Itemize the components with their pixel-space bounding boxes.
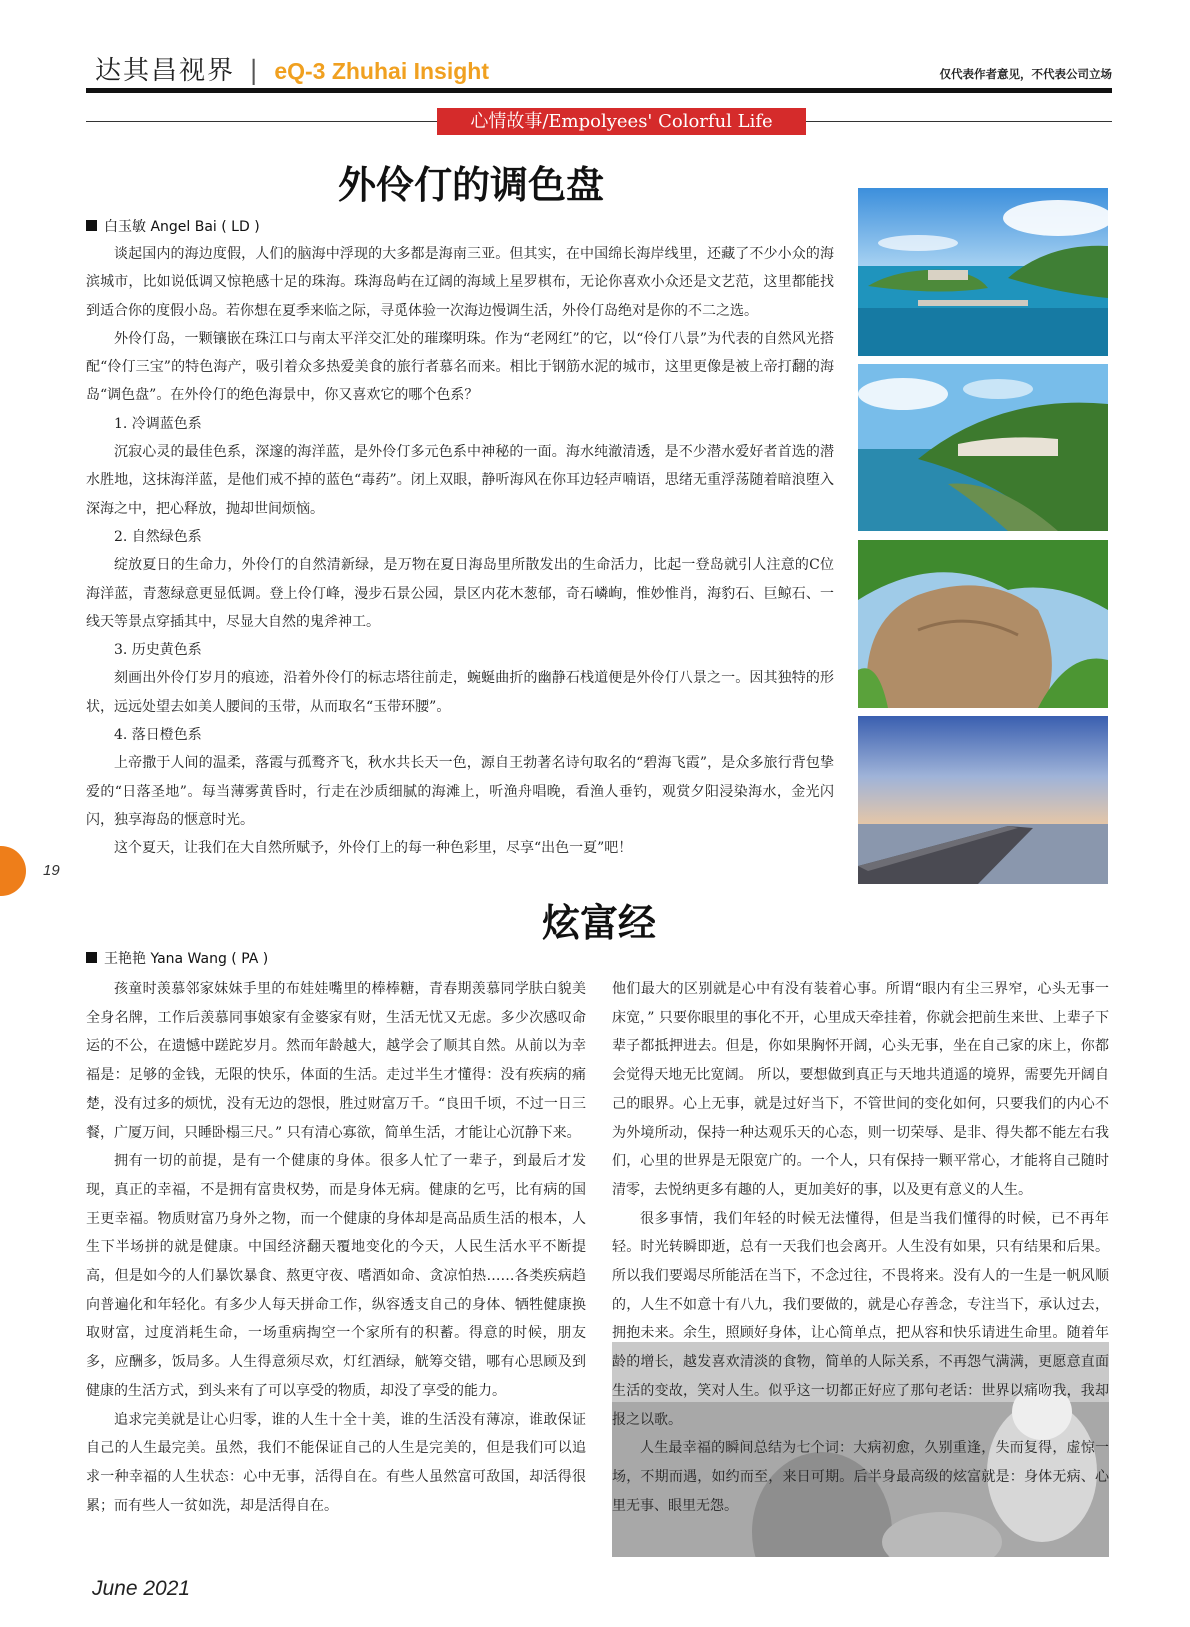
paragraph: 外伶仃岛，一颗镶嵌在珠江口与南太平洋交汇处的璀璨明珠。作为“老网红”的它，以“伶仃八景”为代表的自然风光搭配“伶仃三宝”的特色海产，吸引着众多热爱美食的旅行者慕名而来。相比于钢筋水泥的城市，这里更像是被上帝打翻的海岛“调色盘”。在外伶仃的绝色海景中，你又喜欢它的哪个色系？ — [86, 330, 834, 404]
paragraph: 谈起国内的海边度假，人们的脑海中浮现的大多都是海南三亚。但其实，在中国绵长海岸线里，还藏了不少小众的海滨城市，比如说低调又惊艳感十足的珠海。珠海岛屿在辽阔的海域上星罗棋布，无论你喜欢小众还是文艺范，这里都能找到适合你的度假小岛。若你想在夏季来临之际，寻觅体验一次海边慢调生活，外伶仃岛绝对是你的不二之选。 — [86, 246, 834, 319]
article1-author: 白玉敏 Angel Bai ( LD ) — [104, 219, 260, 235]
article1-body — [86, 240, 834, 863]
photo-green-coast — [858, 364, 1108, 531]
article2-column-right — [612, 975, 1109, 1520]
article2-byline — [86, 948, 268, 968]
section-heading-orange: 4. 落日橙色系 — [114, 727, 202, 744]
paragraph: 绽放夏日的生命力，外伶仃的自然清新绿，是万物在夏日海岛里所散发出的生命活力，比起一登岛就引人注意的C位海洋蓝，青葱绿意更显低调。登上伶仃峰，漫步石景公园，景区内花木葱郁，奇石嶙峋，惟妙惟肖，海豹石、巨鲸石、一线天等景点穿插其中，尽显大自然的鬼斧神工。 — [86, 557, 834, 630]
paragraph: 孩童时羡慕邻家妹妹手里的布娃娃嘴里的棒棒糖，青春期羡慕同学肤白貌美全身名牌，工作后羡慕同事娘家有金婆家有财，生活无忧又无虑。多少次感叹命运的不公，在遗憾中蹉跎岁月。然而年龄越大，越学会了顺其自然。从前以为幸福是：足够的金钱，无限的快乐，体面的生活。走过半生才懂得：没有疾病的痛楚，没有过多的烦忧，没有无边的怨恨，胜过财富万千。“良田千顷，不过一日三餐，广厦万间，只睡卧榻三尺。” 只有清心寡欲，简单生活，才能让心沉静下来。 — [86, 981, 586, 1141]
square-bullet-icon — [86, 952, 97, 963]
paragraph: 他们最大的区别就是心中有没有装着心事。所谓“眼内有尘三界窄，心头无事一床宽，” 只要你眼里的事化不开，心里成天牵挂着，你就会把前生来世、上辈子下辈子都抵押进去。但是，你如果胸怀开阔，心头无事，坐在自己家的床上，你都会觉得天地无比宽阔。 所以，要想做到真正与天地共逍遥的境界，需要先开阔自己的眼界。心上无事，就是过好当下，不管世间的变化如何，只要我们的内心不为外境所动，保持一种达观乐天的心态，则一切荣辱、是非、得失都不能左右我们，心里的世界是无限宽广的。一个人，只有保持一颗平常心，才能将自己随时清零，去悦纳更多有趣的人，更加美好的事，以及更有意义的人生。 — [612, 981, 1109, 1198]
section-heading-blue: 1. 冷调蓝色系 — [114, 415, 202, 432]
photo-sunset-pier — [858, 716, 1108, 884]
paragraph: 拥有一切的前提，是有一个健康的身体。很多人忙了一辈子，到最后才发现，真正的幸福，不是拥有富贵权势，而是身体无病。健康的乞丐，比有病的国王更幸福。物质财富乃身外之物，而一个健康的身体却是高品质生活的根本，人生下半场拼的就是健康。中国经济翻天覆地变化的今天，人民生活水平不断提高，但是如今的人们暴饮暴食、熬更守夜、嗜酒如命、贪凉怕热……各类疾病趋向普遍化和年轻化。有多少人每天拼命工作，纵容透支自己的身体、牺牲健康换取财富，过度消耗生命，一场重病掏空一个家所有的积蓄。得意的时候，朋友多，应酬多，饭局多。人生得意须尽欢，灯红酒绿，觥筹交错，哪有心思顾及到健康的生活方式，到头来有了可以享受的物质，却没了享受的能力。 — [86, 1153, 586, 1399]
footer-date: June 2021 — [92, 1577, 191, 1600]
section-heading-yellow: 3. 历史黄色系 — [114, 642, 202, 659]
article2-title: 炫富经 — [541, 900, 656, 945]
paragraph: 很多事情，我们年轻的时候无法懂得，但是当我们懂得的时候，已不再年轻。时光转瞬即逝，总有一天我们也会离开。人生没有如果，只有结果和后果。所以我们要竭尽所能活在当下，不念过往，不畏将来。没有人的一生是一帆风顺的，人生不如意十有八九，我们要做的，就是心存善念，专注当下，承认过去，拥抱未来。余生，照顾好身体，让心简单点，把从容和快乐请进生命里。随着年龄的增长，越发喜欢清淡的食物，简单的人际关系，不再怨气满满，更愿意直面生活的变故，笑对人生。似乎这一切都正好应了那句老话：世界以痛吻我，我却报之以歌。 — [612, 1210, 1109, 1428]
page-number: 19 — [43, 862, 60, 879]
brand-cn: 达其昌视界 — [95, 56, 236, 86]
paragraph: 上帝撒于人间的温柔，落霞与孤鹜齐飞，秋水共长天一色，源自王勃著名诗句取名的“碧海飞霞”，是众多旅行背包挚爱的“日落圣地”。每当薄雾黄昏时，行走在沙质细腻的海滩上，听渔舟唱晚，看渔人垂钓，观赏夕阳浸染海水，金光闪闪，独享海岛的惬意时光。 — [86, 755, 834, 828]
paragraph: 刻画出外伶仃岁月的痕迹，沿着外伶仃的标志塔往前走，蜿蜒曲折的幽静石栈道便是外伶仃八景之一。因其独特的形状，远远处望去如美人腰间的玉带，从而取名“玉带环腰”。 — [86, 670, 834, 715]
header-rule — [86, 88, 1112, 93]
brand-separator: | — [249, 56, 261, 86]
brand-en: eQ-3 Zhuhai Insight — [274, 58, 489, 84]
article2-column-left — [86, 975, 586, 1520]
page-tab-marker — [0, 846, 26, 896]
paragraph: 追求完美就是让心归零，谁的人生十全十美，谁的生活没有薄凉，谁敢保证自己的人生最完美。虽然，我们不能保证自己的人生是完美的，但是我们可以追求一种幸福的人生状态：心中无事，活得自在。有些人虽然富可敌国，却活得很累；而有些人一贫如洗，却是活得自在。 — [86, 1411, 586, 1514]
photo-island-harbor — [858, 188, 1108, 356]
square-bullet-icon — [86, 220, 97, 231]
section-heading-green: 2. 自然绿色系 — [114, 528, 202, 545]
disclaimer: 仅代表作者意见，不代表公司立场 — [939, 67, 1112, 81]
article1-title: 外伶仃的调色盘 — [337, 162, 604, 207]
brand-logo — [95, 50, 489, 87]
paragraph: 这个夏天，让我们在大自然所赋予，外伶仃上的每一种色彩里，尽享“出色一夏”吧！ — [114, 840, 633, 857]
section-tag: 心情故事/Empolyees' Colorful Life — [437, 108, 806, 135]
paragraph: 人生最幸福的瞬间总结为七个词：大病初愈，久别重逢，失而复得，虚惊一场，不期而遇，如约而至，来日可期。后半身最高级的炫富就是：身体无病、心里无事、眼里无怨。 — [612, 1440, 1109, 1514]
paragraph: 沉寂心灵的最佳色系，深邃的海洋蓝，是外伶仃多元色系中神秘的一面。海水纯澈清透，是不少潜水爱好者首选的潜水胜地，这抹海洋蓝，是他们戒不掉的蓝色“毒药”。闭上双眼，静听海风在你耳边轻声喃语，思绪无重浮荡随着暗浪堕入深海之中，把心释放，抛却世间烦恼。 — [86, 444, 834, 517]
article1-byline — [86, 216, 260, 236]
article2-author: 王艳艳 Yana Wang ( PA ) — [104, 951, 269, 967]
photo-giant-rock — [858, 540, 1108, 708]
